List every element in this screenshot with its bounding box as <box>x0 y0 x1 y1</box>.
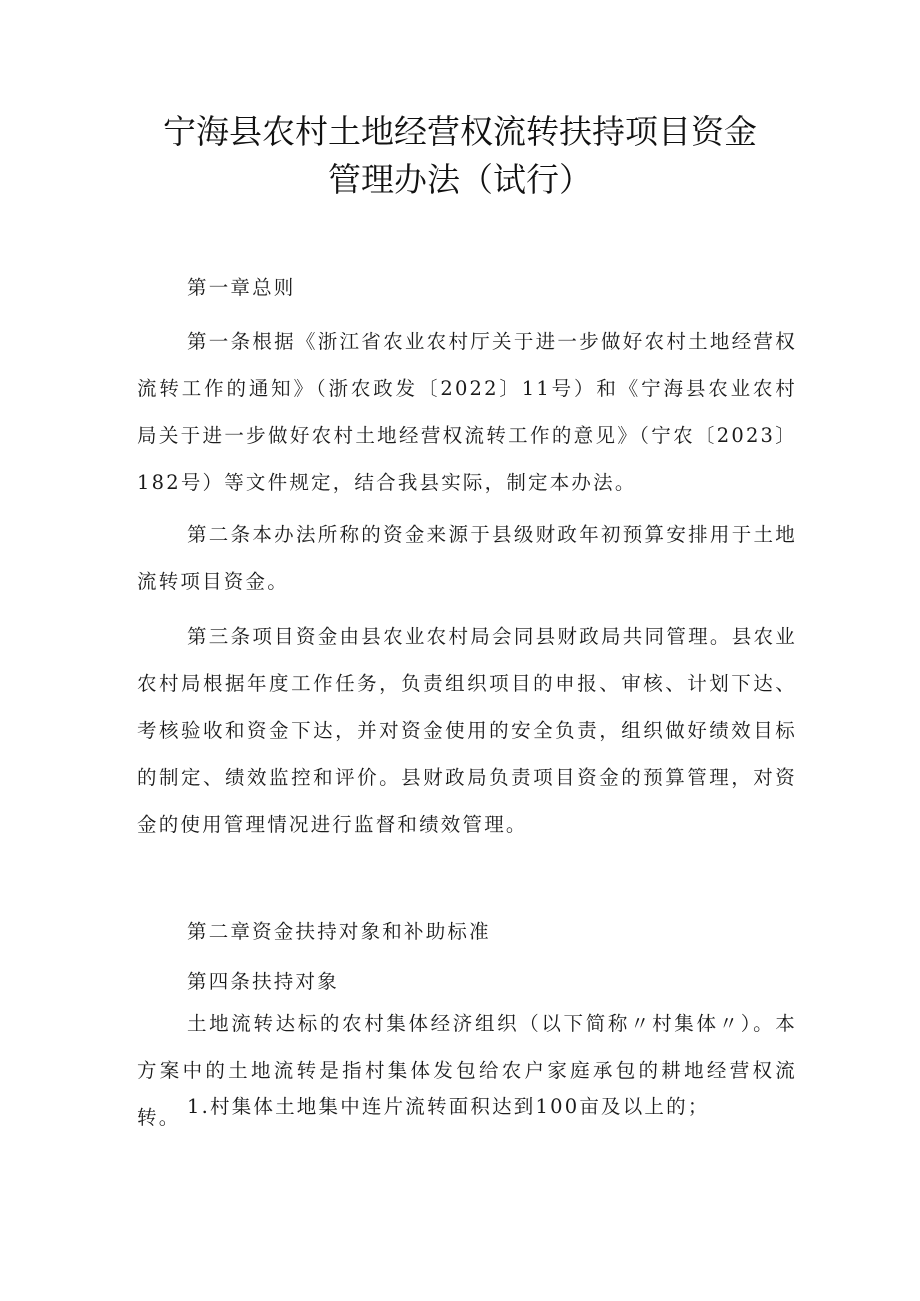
chapter-2-heading: 第二章资金扶持对象和补助标准 <box>187 920 491 943</box>
article-4-body: 土地流转达标的农村集体经济组织（以下简称〃村集体〃）。本方案中的土地流转是指村集体发包给农户家庭承包的耕地经营权流转。 <box>137 1012 797 1129</box>
article-3: 第三条项目资金由县农业农村局会同县财政局共同管理。县农业农村局根据年度工作任务，负责组织项目的申报、审核、计划下达、考核验收和资金下达，并对资金使用的安全负责，组织做好绩效目标的制定、绩效监控和评价。县财政局负责项目资金的预算管理，对资金的使用管理情况进行监督和绩效管理。 <box>137 625 797 836</box>
article-4-heading: 第四条扶持对象 <box>187 970 339 993</box>
document-title-line-2: 管理办法（试行） <box>328 160 592 199</box>
article-2: 第二条本办法所称的资金来源于县级财政年初预算安排用于土地流转项目资金。 <box>137 523 797 593</box>
document-title-line-1: 宁海县农村土地经营权流转扶持项目资金 <box>163 112 757 151</box>
chapter-1-heading: 第一章总则 <box>187 276 296 299</box>
article-1: 第一条根据《浙江省农业农村厅关于进一步做好农村土地经营权流转工作的通知》（浙农政发〔2022〕11号）和《宁海县农业农村局关于进一步做好农村土地经营权流转工作的意见》（宁农〔2023〕182号）等文件规定，结合我县实际，制定本办法。 <box>137 330 797 494</box>
list-item-1: 1.村集体土地集中连片流转面积达到100亩及以上的； <box>187 1095 710 1118</box>
